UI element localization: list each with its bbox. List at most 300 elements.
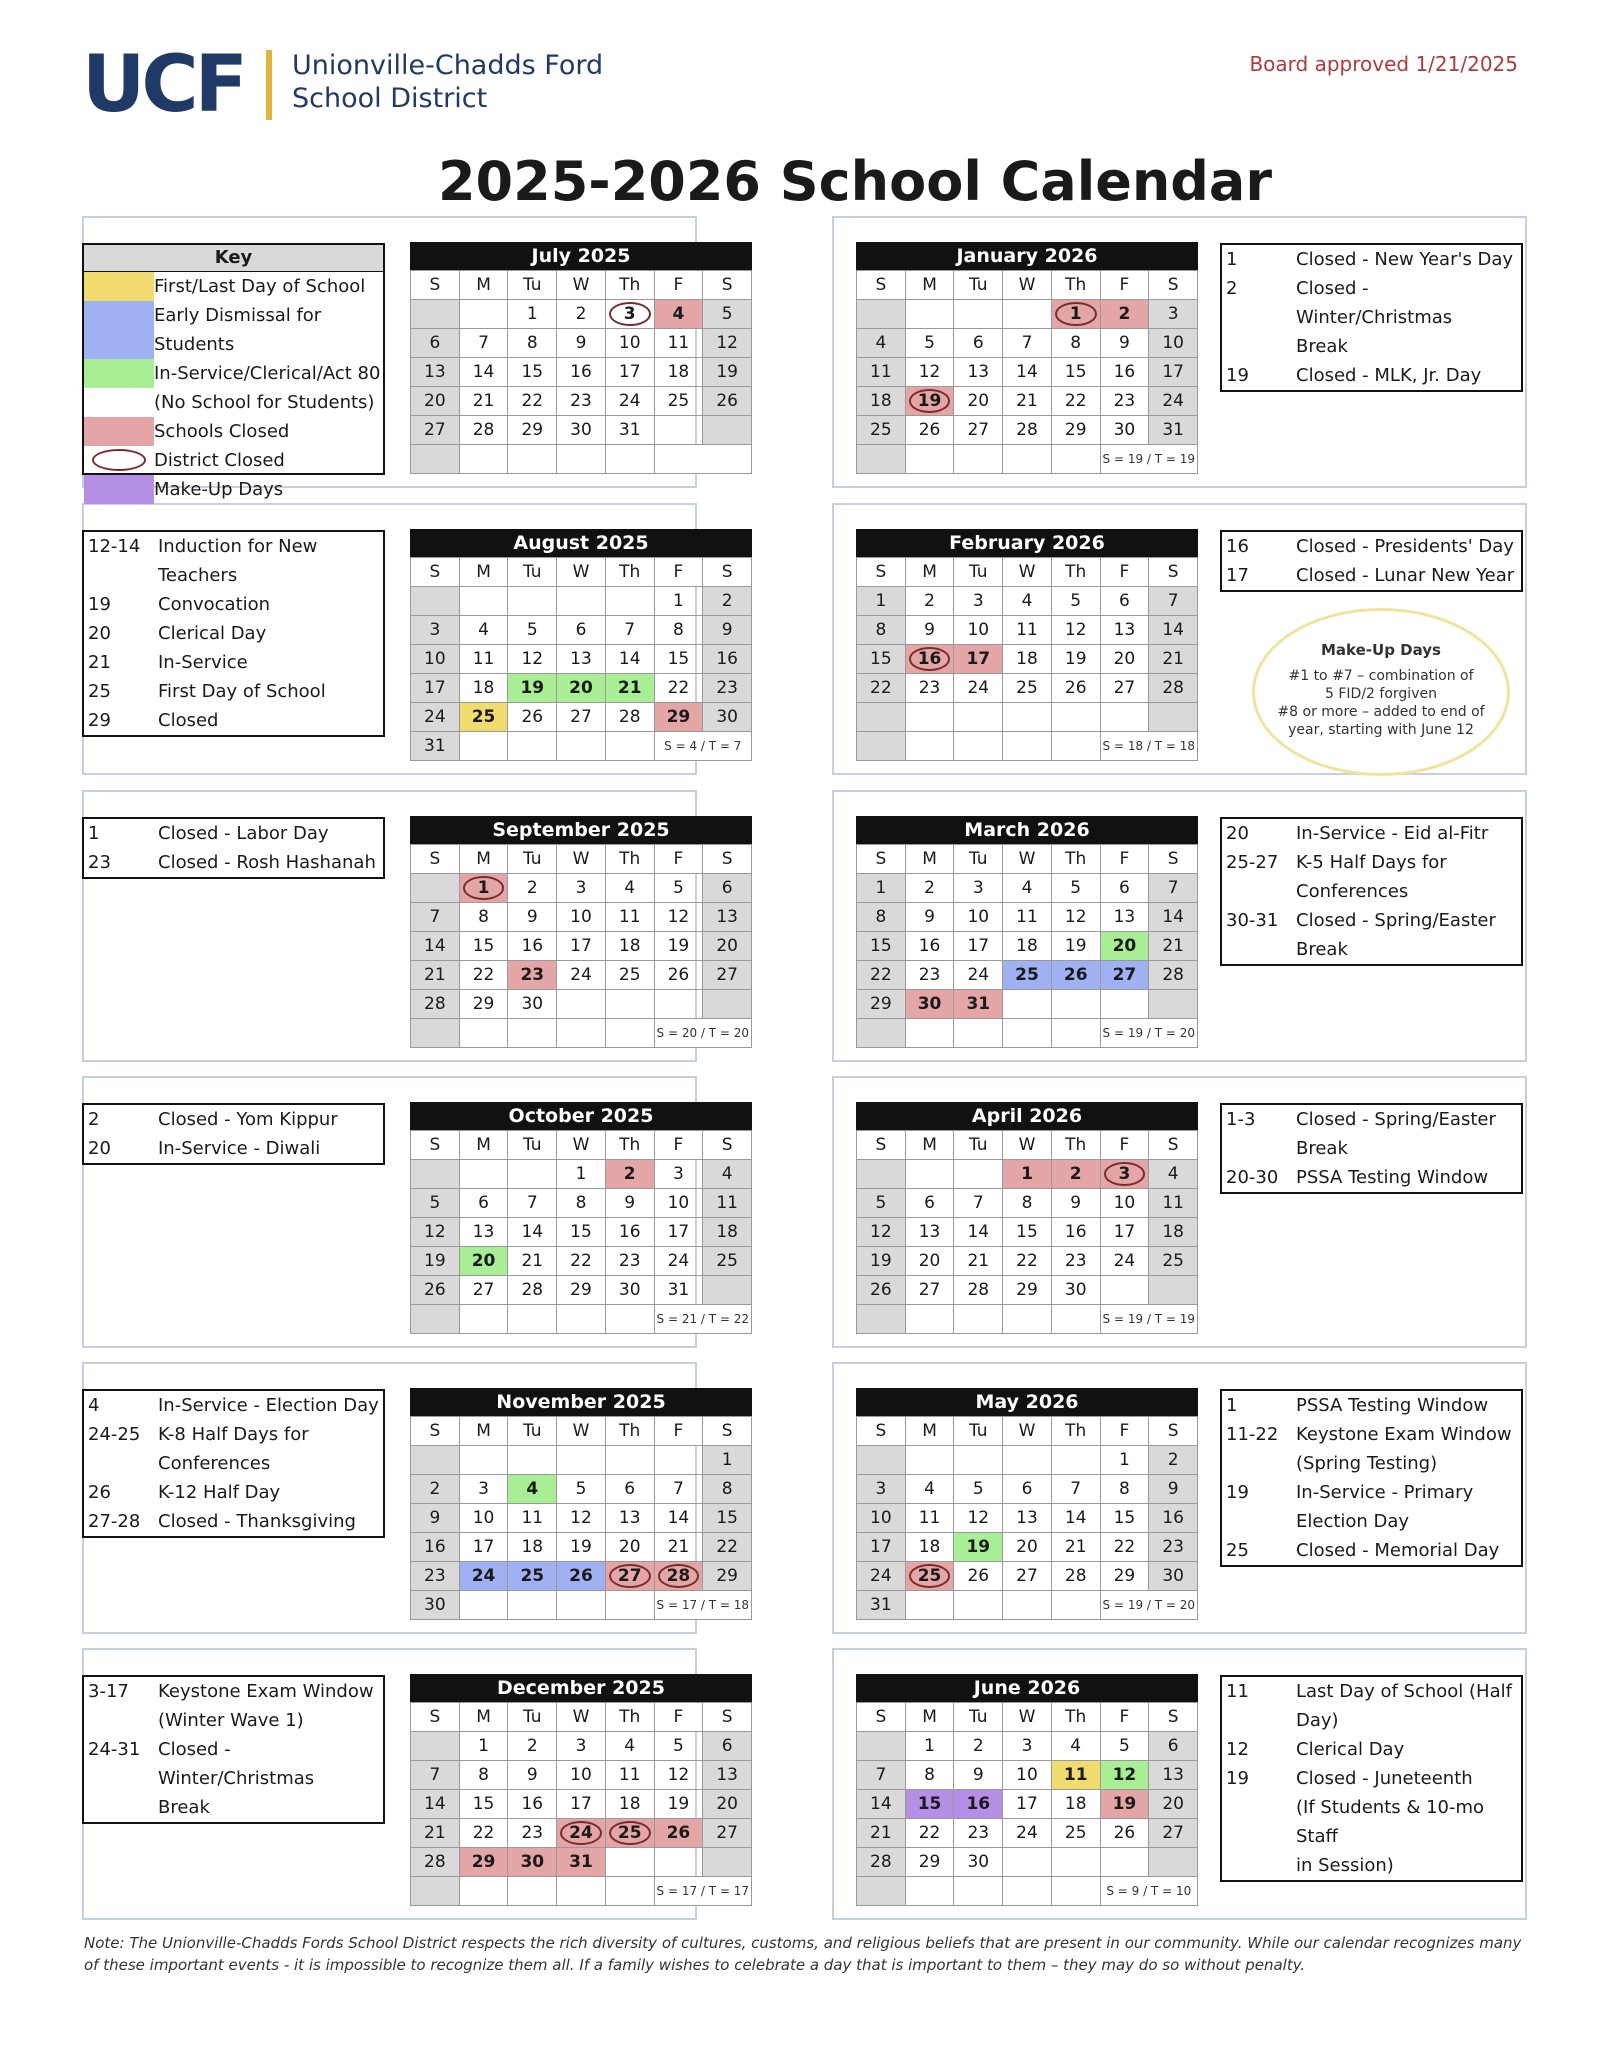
event-text: Closed - Juneteenth — [1296, 1768, 1473, 1789]
event-text: Last Day of School (Half — [1296, 1681, 1512, 1702]
event-row — [84, 819, 383, 848]
day-cell — [1149, 990, 1198, 1019]
day-cell: 11 — [703, 1189, 752, 1218]
event-row — [84, 677, 383, 706]
event-row — [1222, 1706, 1521, 1735]
day-cell: 27 — [954, 416, 1003, 445]
day-cell: 8 — [508, 329, 557, 358]
day-cell — [460, 445, 509, 474]
day-cell: 8 — [857, 903, 906, 932]
day-cell — [508, 1305, 557, 1334]
day-cell: 25 — [857, 416, 906, 445]
weekday-header: S — [1149, 1131, 1198, 1160]
day-cell: 6 — [1101, 587, 1150, 616]
day-cell — [606, 990, 655, 1019]
weekday-header: F — [655, 271, 704, 300]
weekday-header: W — [557, 1417, 606, 1446]
day-cell: 23 — [906, 961, 955, 990]
weekday-header: W — [557, 1703, 606, 1732]
event-date: 25 — [1226, 1540, 1249, 1561]
weekday-header: W — [557, 271, 606, 300]
district-name-line2: School District — [292, 83, 488, 114]
day-cell: 21 — [606, 674, 655, 703]
day-cell: 8 — [1052, 329, 1101, 358]
month-totals — [655, 445, 752, 474]
month-calendar — [410, 1102, 752, 1334]
event-row — [1222, 1163, 1521, 1192]
day-cell: 11 — [906, 1504, 955, 1533]
day-cell: 17 — [460, 1533, 509, 1562]
event-row — [84, 1677, 383, 1706]
day-cell: 12 — [1101, 1761, 1150, 1790]
day-cell: 22 — [557, 1247, 606, 1276]
month-title: January 2026 — [856, 242, 1198, 270]
month-grid — [410, 844, 752, 1048]
day-cell: 27 — [703, 961, 752, 990]
day-cell: 10 — [954, 903, 1003, 932]
event-row — [1222, 245, 1521, 274]
event-date: 17 — [1226, 565, 1249, 586]
event-date: 2 — [88, 1109, 100, 1130]
day-cell: 18 — [460, 674, 509, 703]
day-cell — [1149, 703, 1198, 732]
month-calendar — [856, 816, 1198, 1048]
weekday-header: Tu — [954, 271, 1003, 300]
legend-row — [84, 417, 383, 446]
day-cell: 25 — [655, 387, 704, 416]
day-cell — [1003, 1019, 1052, 1048]
day-cell — [606, 587, 655, 616]
day-cell: 7 — [508, 1189, 557, 1218]
day-cell — [411, 1877, 460, 1906]
day-cell: 29 — [1052, 416, 1101, 445]
day-cell: 10 — [557, 903, 606, 932]
day-cell: 8 — [857, 616, 906, 645]
month-grid — [410, 270, 752, 474]
event-row — [1222, 1764, 1521, 1793]
day-cell — [1003, 990, 1052, 1019]
day-cell: 14 — [954, 1218, 1003, 1247]
day-cell: 1 — [1101, 1446, 1150, 1475]
day-cell: 30 — [411, 1591, 460, 1620]
day-cell: 29 — [460, 1848, 509, 1877]
day-cell — [557, 990, 606, 1019]
day-cell — [557, 732, 606, 761]
day-cell — [703, 416, 752, 445]
event-row — [84, 532, 383, 561]
day-cell: 9 — [1149, 1475, 1198, 1504]
day-cell: 15 — [857, 932, 906, 961]
day-cell: 25 — [606, 961, 655, 990]
day-cell: 12 — [1052, 903, 1101, 932]
day-cell: 9 — [954, 1761, 1003, 1790]
event-date — [1222, 1507, 1296, 1536]
day-cell: 16 — [1101, 358, 1150, 387]
day-cell — [1003, 1446, 1052, 1475]
event-row — [1222, 1793, 1521, 1851]
weekday-header: F — [1101, 1131, 1150, 1160]
day-cell: 15 — [460, 1790, 509, 1819]
legend-row — [84, 388, 383, 417]
month-title: July 2025 — [410, 242, 752, 270]
day-cell: 26 — [1101, 1819, 1150, 1848]
month-calendar — [410, 242, 752, 474]
day-cell: 3 — [1149, 300, 1198, 329]
weekday-header: M — [906, 1703, 955, 1732]
day-cell: 23 — [411, 1562, 460, 1591]
logo-divider — [266, 50, 272, 120]
day-cell: 7 — [954, 1189, 1003, 1218]
day-cell: 9 — [906, 616, 955, 645]
day-cell — [857, 1446, 906, 1475]
day-cell: 23 — [557, 387, 606, 416]
event-text: Closed - Labor Day — [158, 823, 329, 844]
day-cell: 4 — [1149, 1160, 1198, 1189]
day-cell: 7 — [1052, 1475, 1101, 1504]
day-cell: 19 — [857, 1247, 906, 1276]
event-date: 16 — [1226, 536, 1249, 557]
board-approved-note: Board approved 1/21/2025 — [1249, 52, 1518, 76]
day-cell: 14 — [411, 1790, 460, 1819]
day-cell: 6 — [954, 329, 1003, 358]
day-cell: 28 — [411, 990, 460, 1019]
event-row — [1222, 1391, 1521, 1420]
day-cell — [460, 1160, 509, 1189]
day-cell — [906, 1019, 955, 1048]
event-date — [1222, 1851, 1296, 1880]
day-cell: 2 — [411, 1475, 460, 1504]
event-row — [1222, 1478, 1521, 1507]
month-calendar — [856, 529, 1198, 761]
day-cell: 20 — [906, 1247, 955, 1276]
day-cell — [857, 445, 906, 474]
weekday-header: Th — [606, 271, 655, 300]
day-cell: 24 — [655, 1247, 704, 1276]
day-cell: 2 — [954, 1732, 1003, 1761]
day-cell: 2 — [1149, 1446, 1198, 1475]
district-closed-oval-icon — [92, 449, 146, 471]
day-cell — [606, 1848, 655, 1877]
day-cell: 27 — [411, 416, 460, 445]
month-totals: S = 21 / T = 22 — [655, 1305, 752, 1334]
day-cell: 17 — [857, 1533, 906, 1562]
day-cell: 12 — [954, 1504, 1003, 1533]
day-cell: 27 — [460, 1276, 509, 1305]
day-cell: 17 — [606, 358, 655, 387]
day-cell: 3 — [1003, 1732, 1052, 1761]
weekday-header: M — [460, 1703, 509, 1732]
day-cell: 8 — [906, 1761, 955, 1790]
day-cell: 11 — [1003, 616, 1052, 645]
day-cell — [1003, 300, 1052, 329]
event-text: Closed - New Year's Day — [1296, 249, 1514, 270]
weekday-header: Tu — [508, 845, 557, 874]
day-cell — [460, 587, 509, 616]
day-cell — [606, 1446, 655, 1475]
day-cell: 30 — [1052, 1276, 1101, 1305]
event-row — [84, 848, 383, 877]
month-grid — [410, 1416, 752, 1620]
day-cell: 30 — [703, 703, 752, 732]
weekday-header: Th — [1052, 1703, 1101, 1732]
event-text: PSSA Testing Window — [1296, 1395, 1489, 1416]
weekday-header: S — [857, 1131, 906, 1160]
event-date: 24-25 — [88, 1424, 141, 1445]
weekday-header: F — [655, 845, 704, 874]
day-cell: 28 — [1003, 416, 1052, 445]
day-cell: 15 — [557, 1218, 606, 1247]
day-cell: 4 — [606, 1732, 655, 1761]
event-row — [1222, 361, 1521, 390]
weekday-header: M — [906, 271, 955, 300]
day-cell: 20 — [1149, 1790, 1198, 1819]
day-cell — [606, 1877, 655, 1906]
day-cell: 23 — [1052, 1247, 1101, 1276]
day-cell: 20 — [1101, 645, 1150, 674]
day-cell: 24 — [460, 1562, 509, 1591]
day-cell: 29 — [906, 1848, 955, 1877]
weekday-header: W — [1003, 1131, 1052, 1160]
day-cell: 4 — [703, 1160, 752, 1189]
weekday-header: S — [1149, 845, 1198, 874]
day-cell: 6 — [606, 1475, 655, 1504]
day-cell: 21 — [655, 1533, 704, 1562]
legend-row — [84, 301, 383, 359]
day-cell — [954, 1877, 1003, 1906]
day-cell: 28 — [857, 1848, 906, 1877]
event-text: Conferences — [158, 1453, 271, 1474]
event-text: Break — [1296, 336, 1348, 357]
day-cell: 15 — [460, 932, 509, 961]
day-cell: 4 — [655, 300, 704, 329]
event-text: Closed - Lunar New Year — [1296, 565, 1515, 586]
day-cell: 25 — [1052, 1819, 1101, 1848]
weekday-header: F — [1101, 558, 1150, 587]
event-row — [84, 619, 383, 648]
day-cell: 12 — [411, 1218, 460, 1247]
day-cell: 5 — [703, 300, 752, 329]
day-cell: 10 — [557, 1761, 606, 1790]
event-row — [84, 1507, 383, 1536]
day-cell: 27 — [1101, 961, 1150, 990]
event-row — [1222, 274, 1521, 332]
day-cell: 18 — [906, 1533, 955, 1562]
day-cell: 3 — [557, 1732, 606, 1761]
day-cell — [857, 1732, 906, 1761]
day-cell: 18 — [1149, 1218, 1198, 1247]
day-cell — [954, 732, 1003, 761]
day-cell: 23 — [1149, 1533, 1198, 1562]
day-cell: 6 — [703, 1732, 752, 1761]
event-date — [84, 1706, 158, 1735]
day-cell: 18 — [606, 932, 655, 961]
legend-label: First/Last Day of School — [154, 276, 366, 297]
day-cell: 8 — [557, 1189, 606, 1218]
weekday-header: S — [857, 271, 906, 300]
day-cell: 4 — [906, 1475, 955, 1504]
day-cell: 25 — [508, 1562, 557, 1591]
day-cell — [857, 1019, 906, 1048]
makeup-line: #8 or more – added to end of — [1277, 704, 1485, 720]
day-cell — [1149, 1276, 1198, 1305]
day-cell — [954, 1305, 1003, 1334]
day-cell: 13 — [703, 1761, 752, 1790]
month-totals: S = 9 / T = 10 — [1101, 1877, 1198, 1906]
day-cell: 17 — [1149, 358, 1198, 387]
event-date — [1222, 1706, 1296, 1735]
day-cell: 21 — [1052, 1533, 1101, 1562]
day-cell — [954, 1160, 1003, 1189]
event-list-box — [1220, 1103, 1523, 1194]
day-cell — [1052, 1305, 1101, 1334]
day-cell: 15 — [655, 645, 704, 674]
day-cell: 16 — [606, 1218, 655, 1247]
day-cell: 5 — [655, 874, 704, 903]
day-cell: 13 — [906, 1218, 955, 1247]
event-text: Closed - Yom Kippur — [158, 1109, 338, 1130]
month-grid — [856, 1130, 1198, 1334]
day-cell — [557, 1446, 606, 1475]
day-cell — [411, 445, 460, 474]
day-cell — [857, 1160, 906, 1189]
event-text: Closed - Presidents' Day — [1296, 536, 1514, 557]
day-cell: 20 — [606, 1533, 655, 1562]
month-title: March 2026 — [856, 816, 1198, 844]
day-cell — [508, 1019, 557, 1048]
day-cell: 10 — [857, 1504, 906, 1533]
month-grid — [410, 1130, 752, 1334]
day-cell — [954, 703, 1003, 732]
event-row — [1222, 1677, 1521, 1706]
day-cell: 7 — [460, 329, 509, 358]
day-cell: 5 — [954, 1475, 1003, 1504]
day-cell — [1101, 1276, 1150, 1305]
day-cell — [1101, 1848, 1150, 1877]
weekday-header: M — [906, 1417, 955, 1446]
event-row — [84, 561, 383, 590]
day-cell: 16 — [703, 645, 752, 674]
legend-swatch — [84, 417, 154, 446]
day-cell: 17 — [1101, 1218, 1150, 1247]
day-cell: 8 — [460, 1761, 509, 1790]
weekday-header: S — [703, 1703, 752, 1732]
day-cell: 12 — [857, 1218, 906, 1247]
event-list-box — [82, 817, 385, 879]
day-cell — [411, 1160, 460, 1189]
event-date — [1222, 935, 1296, 964]
event-text: Day) — [1296, 1710, 1339, 1731]
day-cell: 1 — [655, 587, 704, 616]
day-cell: 12 — [655, 1761, 704, 1790]
day-cell: 15 — [1101, 1504, 1150, 1533]
month-title: May 2026 — [856, 1388, 1198, 1416]
event-row — [1222, 819, 1521, 848]
day-cell: 5 — [655, 1732, 704, 1761]
day-cell — [460, 1877, 509, 1906]
event-text: Closed — [158, 710, 219, 731]
event-text: First Day of School — [158, 681, 326, 702]
event-date: 29 — [88, 710, 111, 731]
day-cell: 23 — [906, 674, 955, 703]
weekday-header: W — [557, 1131, 606, 1160]
day-cell: 18 — [508, 1533, 557, 1562]
day-cell — [703, 990, 752, 1019]
weekday-header: M — [460, 271, 509, 300]
day-cell: 3 — [606, 300, 655, 329]
weekday-header: F — [1101, 845, 1150, 874]
day-cell: 14 — [411, 932, 460, 961]
day-cell: 1 — [857, 587, 906, 616]
weekday-header: Tu — [954, 1417, 1003, 1446]
day-cell: 6 — [1003, 1475, 1052, 1504]
event-text: Closed - Memorial Day — [1296, 1540, 1500, 1561]
day-cell: 21 — [954, 1247, 1003, 1276]
day-cell: 22 — [703, 1533, 752, 1562]
weekday-header: W — [1003, 558, 1052, 587]
event-list-box — [1220, 817, 1523, 966]
day-cell: 22 — [460, 961, 509, 990]
day-cell: 14 — [1149, 903, 1198, 932]
day-cell: 30 — [1149, 1562, 1198, 1591]
event-date: 20-30 — [1226, 1167, 1279, 1188]
legend-label: Early Dismissal for Students — [154, 305, 322, 355]
day-cell: 15 — [1052, 358, 1101, 387]
event-date: 2 — [1226, 278, 1238, 299]
month-totals: S = 19 / T = 20 — [1101, 1591, 1198, 1620]
day-cell: 2 — [508, 1732, 557, 1761]
day-cell: 17 — [1003, 1790, 1052, 1819]
event-list-box — [82, 530, 385, 737]
event-date: 20 — [1226, 823, 1249, 844]
weekday-header: F — [1101, 271, 1150, 300]
day-cell — [954, 1446, 1003, 1475]
day-cell: 11 — [606, 903, 655, 932]
event-row — [1222, 1449, 1521, 1478]
weekday-header: S — [411, 845, 460, 874]
day-cell: 31 — [606, 416, 655, 445]
weekday-header: Th — [606, 1131, 655, 1160]
legend-label: In-Service/Clerical/Act 80 — [154, 363, 381, 384]
event-list-box — [1220, 243, 1523, 392]
legend-key — [82, 243, 385, 500]
day-cell: 25 — [1003, 961, 1052, 990]
event-date: 19 — [1226, 1768, 1249, 1789]
weekday-header: S — [857, 558, 906, 587]
event-date: 20 — [88, 1138, 111, 1159]
day-cell: 14 — [508, 1218, 557, 1247]
weekday-header: S — [1149, 558, 1198, 587]
day-cell: 4 — [1003, 587, 1052, 616]
day-cell: 4 — [460, 616, 509, 645]
day-cell — [1052, 732, 1101, 761]
event-row — [1222, 1536, 1521, 1565]
legend-swatch — [84, 388, 154, 417]
day-cell: 19 — [655, 932, 704, 961]
day-cell: 12 — [508, 645, 557, 674]
event-date: 27-28 — [88, 1511, 141, 1532]
day-cell: 12 — [1052, 616, 1101, 645]
day-cell: 20 — [460, 1247, 509, 1276]
event-text: Break — [1296, 1138, 1348, 1159]
legend-swatch — [84, 301, 154, 359]
day-cell: 28 — [411, 1848, 460, 1877]
day-cell: 19 — [954, 1533, 1003, 1562]
event-text: Election Day — [1296, 1511, 1410, 1532]
day-cell: 26 — [857, 1276, 906, 1305]
day-cell: 23 — [508, 1819, 557, 1848]
weekday-header: S — [857, 1417, 906, 1446]
day-cell — [655, 416, 704, 445]
